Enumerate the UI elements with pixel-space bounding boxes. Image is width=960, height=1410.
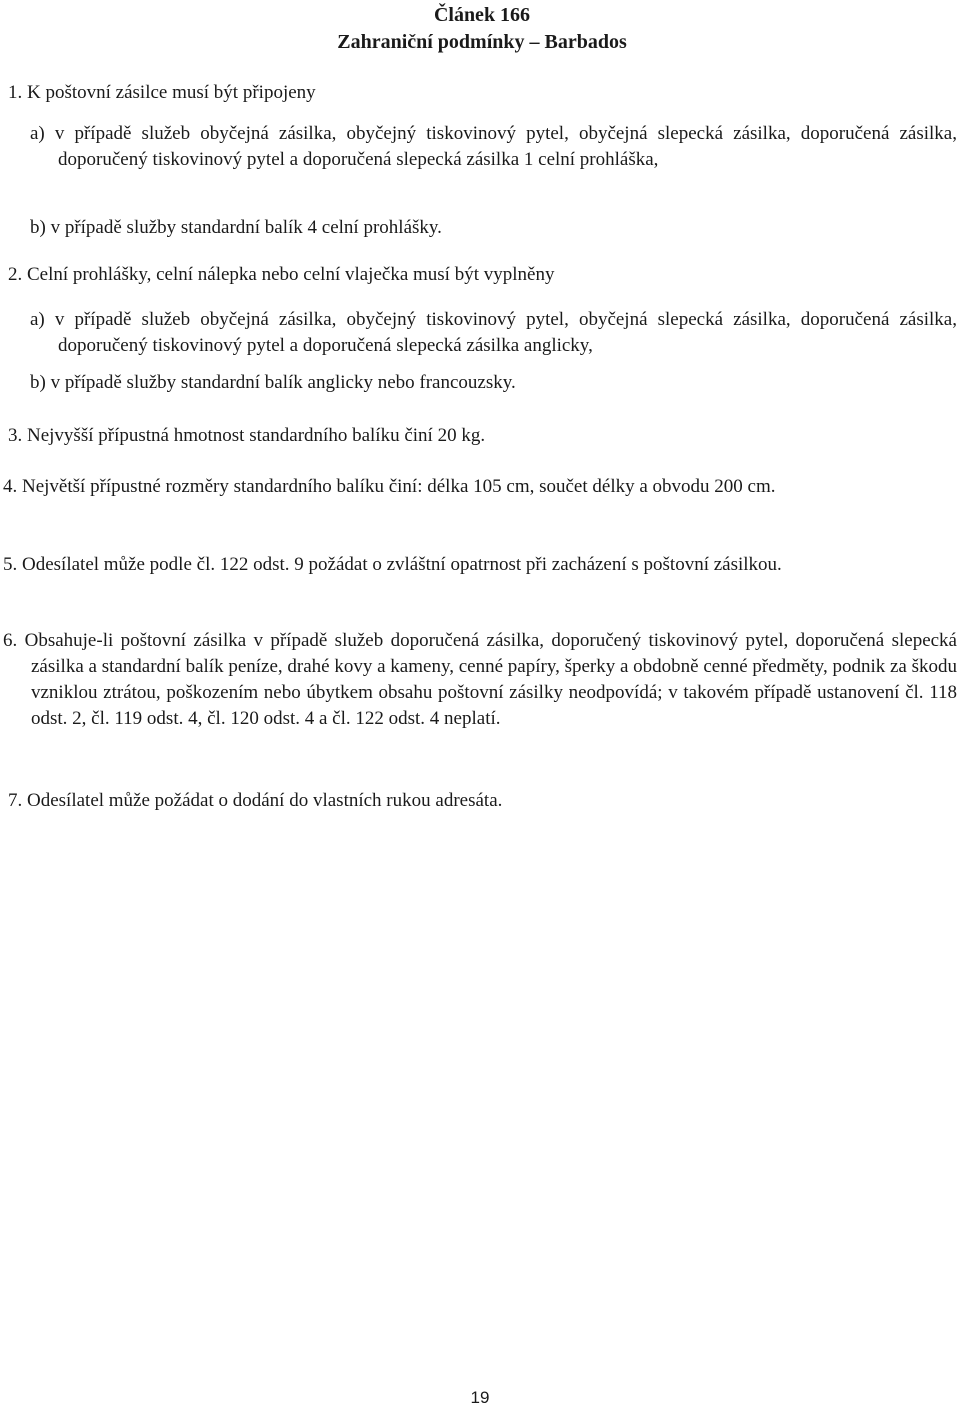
page-number: 19 [470, 1388, 490, 1407]
section-2-item-a: a) v případě služeb obyčejná zásilka, obyčejný tiskovinový pytel, obyčejná slepecká zásilka, doporučená zásilka, doporučený tiskovinový pytel a doporučená slepecká zásilka anglicky, [30, 309, 957, 356]
section-1-item-b: b) v případě služby standardní balík 4 celní prohlášky. [30, 217, 442, 238]
section-5: 5. Odesílatel může podle čl. 122 odst. 9 požádat o zvláštní opatrnost při zacházení s poštovní zásilkou. [3, 554, 782, 575]
section-4: 4. Největší přípustné rozměry standardního balíku činí: délka 105 cm, součet délky a obvodu 200 cm. [3, 476, 776, 497]
section-2-item-b: b) v případě služby standardní balík anglicky nebo francouzsky. [30, 372, 516, 393]
section-1-item-a: a) v případě služeb obyčejná zásilka, obyčejný tiskovinový pytel, obyčejná slepecká zásilka, doporučená zásilka, doporučený tiskovinový pytel a doporučená slepecká zásilka 1 celní prohláška, [30, 123, 957, 170]
section-2-lead: 2. Celní prohlášky, celní nálepka nebo celní vlaječka musí být vyplněny [8, 264, 555, 285]
section-7: 7. Odesílatel může požádat o dodání do vlastních rukou adresáta. [8, 790, 503, 811]
article-subtitle: Zahraniční podmínky – Barbados [337, 31, 627, 53]
article-heading [308, 2, 656, 56]
section-3: 3. Nejvyšší přípustná hmotnost standardního balíku činí 20 kg. [8, 425, 486, 446]
section-6: 6. Obsahuje-li poštovní zásilka v případě služeb doporučená zásilka, doporučený tiskovinový pytel, doporučená slepecká zásilka a standardní balík peníze, drahé kovy a kameny, cenné papíry, šperky a obdobně cenné předměty, podnik za škodu vzniklou ztrátou, poškozením nebo úbytkem obsahu poštovní zásilky neodpovídá; v takovém případě ustanovení čl. 118 odst. 2, čl. 119 odst. 4, čl. 120 odst. 4 a čl. 122 odst. 4 neplatí. [3, 630, 957, 729]
section-1-lead: 1. K poštovní zásilce musí být připojeny [8, 82, 316, 103]
article-number: Článek 166 [433, 4, 531, 26]
